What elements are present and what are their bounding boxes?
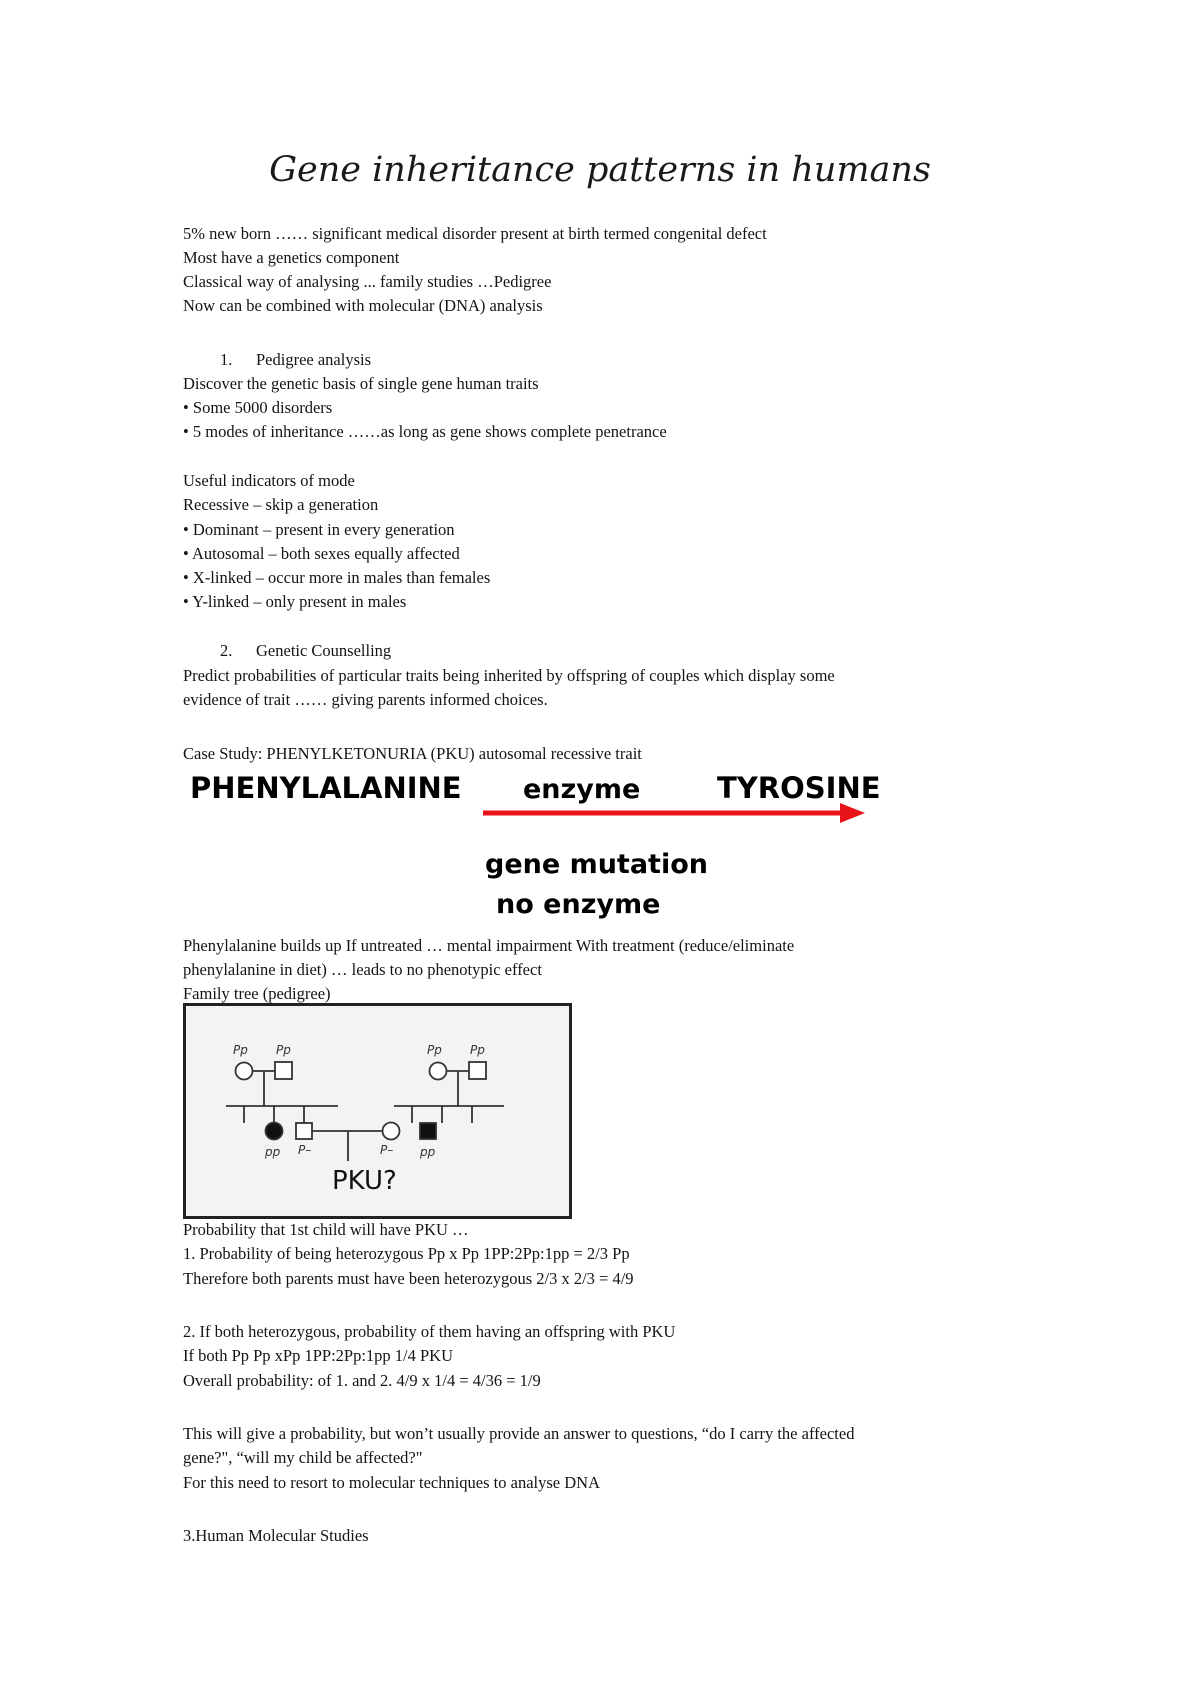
tyrosine-label: TYROSINE xyxy=(717,771,881,805)
section-2-number: 2. xyxy=(220,641,233,660)
probability2-line-3: Overall probability: of 1. and 2. 4/9 x 1/4 = 4/36 = 1/9 xyxy=(183,1371,541,1390)
probability-line-1: Probability that 1st child will have PKU … xyxy=(183,1220,469,1239)
intro-line-1: 5% new born …… significant medical disorder present at birth termed congenital defect xyxy=(183,224,767,243)
pku-pathway-diagram xyxy=(180,765,940,930)
child-female-symbol xyxy=(383,1123,400,1140)
gp2-male-genotype: Pp xyxy=(470,1043,485,1057)
intro-line-4: Now can be combined with molecular (DNA) analysis xyxy=(183,296,543,315)
child-female-genotype: P– xyxy=(380,1143,394,1157)
affected-female-symbol xyxy=(266,1123,283,1140)
gp1-female-symbol xyxy=(236,1063,253,1080)
gp1-male-genotype: Pp xyxy=(276,1043,291,1057)
affected-male-genotype: pp xyxy=(420,1145,436,1159)
indicator-line-4: • Autosomal – both sexes equally affected xyxy=(183,544,460,563)
affected-male-symbol xyxy=(420,1123,436,1139)
section-2-line-2: evidence of trait …… giving parents informed choices. xyxy=(183,690,548,709)
gp2-female-symbol xyxy=(430,1063,447,1080)
section-2-heading xyxy=(220,641,391,661)
phenylalanine-label: PHENYLALANINE xyxy=(190,771,462,805)
probability2-line-1: 2. If both heterozygous, probability of them having an offspring with PKU xyxy=(183,1322,676,1341)
after-diagram-line-2: phenylalanine in diet) … leads to no phenotypic effect xyxy=(183,960,542,979)
conclusion-line-1: This will give a probability, but won’t usually provide an answer to questions, “do I carry the affected xyxy=(183,1424,855,1443)
pedigree-figure xyxy=(183,1003,572,1219)
pku-question-label: PKU? xyxy=(332,1166,397,1196)
reaction-arrow-head xyxy=(840,803,865,823)
gp2-male-symbol xyxy=(469,1062,486,1079)
gp1-female-genotype: Pp xyxy=(233,1043,248,1057)
conclusion-line-3: For this need to resort to molecular techniques to analyse DNA xyxy=(183,1473,600,1492)
intro-line-2: Most have a genetics component xyxy=(183,248,400,267)
section-1-line-2: • Some 5000 disorders xyxy=(183,398,333,417)
gp1-male-symbol xyxy=(275,1062,292,1079)
no-enzyme-label: no enzyme xyxy=(496,889,661,920)
enzyme-label: enzyme xyxy=(523,774,641,805)
after-diagram-line-1: Phenylalanine builds up If untreated … mental impairment With treatment (reduce/eliminate xyxy=(183,936,795,955)
section-1-line-1: Discover the genetic basis of single gene human traits xyxy=(183,374,539,393)
section-1-line-3: • 5 modes of inheritance ……as long as gene shows complete penetrance xyxy=(183,422,667,441)
indicator-line-6: • Y-linked – only present in males xyxy=(183,592,407,611)
section-3-heading: 3.Human Molecular Studies xyxy=(183,1526,369,1545)
page-title: Gene inheritance patterns in humans xyxy=(269,150,931,190)
conclusion-line-2: gene?", “will my child be affected?" xyxy=(183,1448,423,1467)
gene-mutation-label: gene mutation xyxy=(485,849,708,880)
pedigree-chart xyxy=(186,1006,569,1216)
indicator-line-2: Recessive – skip a generation xyxy=(183,495,379,514)
child-male-genotype: P– xyxy=(298,1143,312,1157)
affected-female-genotype: pp xyxy=(265,1145,281,1159)
section-1-heading xyxy=(220,350,371,370)
section-2-title: Genetic Counselling xyxy=(256,641,392,660)
probability-line-3: Therefore both parents must have been heterozygous 2/3 x 2/3 = 4/9 xyxy=(183,1269,634,1288)
indicator-line-3: • Dominant – present in every generation xyxy=(183,520,455,539)
section-1-number: 1. xyxy=(220,350,233,369)
intro-line-3: Classical way of analysing ... family studies …Pedigree xyxy=(183,272,552,291)
gp2-female-genotype: Pp xyxy=(427,1043,442,1057)
indicator-line-1: Useful indicators of mode xyxy=(183,471,355,490)
indicator-line-5: • X-linked – occur more in males than females xyxy=(183,568,491,587)
case-study-line: Case Study: PHENYLKETONURIA (PKU) autosomal recessive trait xyxy=(183,744,642,763)
section-1-title: Pedigree analysis xyxy=(256,350,372,369)
section-2-line-1: Predict probabilities of particular traits being inherited by offspring of couples which display some xyxy=(183,666,835,685)
probability-line-2: 1. Probability of being heterozygous Pp x Pp 1PP:2Pp:1pp = 2/3 Pp xyxy=(183,1244,630,1263)
child-male-symbol xyxy=(296,1123,312,1139)
after-diagram-line-3: Family tree (pedigree) xyxy=(183,984,331,1003)
probability2-line-2: If both Pp Pp xPp 1PP:2Pp:1pp 1/4 PKU xyxy=(183,1346,454,1365)
